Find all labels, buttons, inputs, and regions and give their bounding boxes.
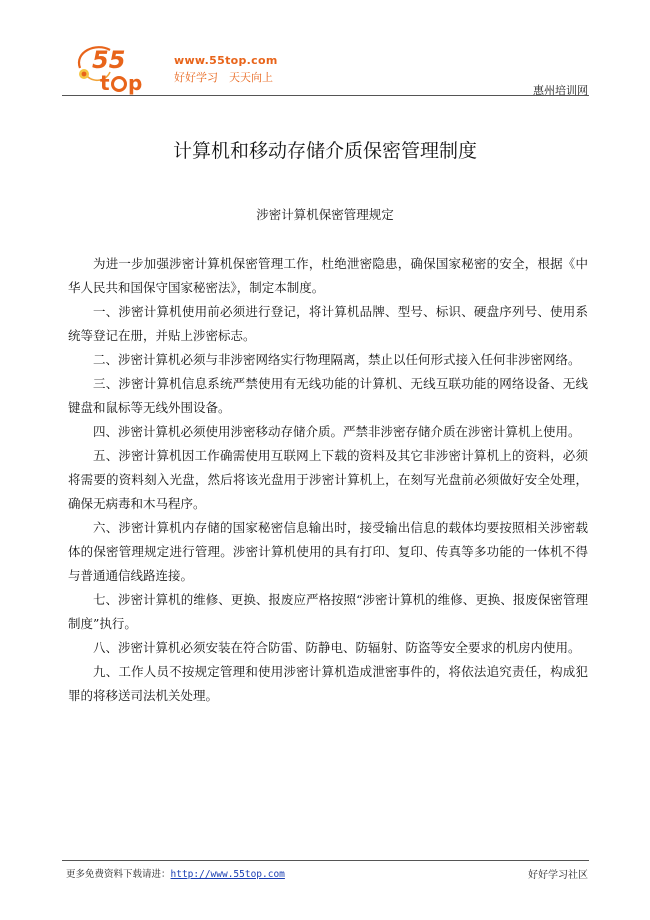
logo-url-text[interactable]: www.55top.com	[174, 54, 278, 67]
page-header	[62, 30, 592, 97]
footer-download-note	[66, 866, 285, 880]
paragraph-item-5: 五、涉密计算机因工作确需使用互联网上下载的资料及其它非涉密计算机上的资料，必须将需要的资料刻入光盘，然后将该光盘用于涉密计算机上，在刻写光盘前必须做好安全处理，确保无病毒和木马程序。	[68, 448, 588, 511]
55top-logo[interactable]	[70, 38, 170, 98]
document-title: 计算机和移动存储介质保密管理制度	[172, 140, 477, 162]
paragraph-item-2: 二、涉密计算机必须与非涉密网络实行物理隔离，禁止以任何形式接入任何非涉密网络。	[93, 352, 581, 367]
footer-community: 好好学习社区	[528, 870, 588, 881]
paragraph-item-1: 一、涉密计算机使用前必须进行登记，将计算机品牌、型号、标识、硬盘序列号、使用系统等登记在册，并贴上涉密标志。	[68, 304, 588, 343]
header-divider	[62, 95, 589, 96]
paragraph-item-6: 六、涉密计算机内存储的国家秘密信息输出时，接受输出信息的载体均要按照相关涉密载体的保密管理规定进行管理。涉密计算机使用的具有打印、复印、传真等多功能的一体机不得与普通通信线路连接。	[68, 520, 588, 583]
paragraph-item-9: 九、工作人员不按规定管理和使用涉密计算机造成泄密事件的，将依法追究责任，构成犯罪的将移送司法机关处理。	[68, 664, 588, 703]
logo-slogan: 好好学习 天天向上	[174, 71, 273, 84]
paragraph-item-7: 七、涉密计算机的维修、更换、报废应严格按照“涉密计算机的维修、更换、报废保密管理制度”执行。	[68, 592, 588, 631]
paragraph-item-8: 八、涉密计算机必须安装在符合防雷、防静电、防辐射、防盗等安全要求的机房内使用。	[93, 640, 581, 655]
footer-divider	[62, 860, 589, 861]
paragraph-item-3: 三、涉密计算机信息系统严禁使用有无线功能的计算机、无线互联功能的网络设备、无线键盘和鼠标等无线外围设备。	[68, 376, 588, 415]
svg-text:t: t	[100, 71, 110, 95]
paragraph-intro: 为进一步加强涉密计算机保密管理工作，杜绝泄密隐患，确保国家秘密的安全，根据《中华人民共和国保守国家秘密法》，制定本制度。	[68, 256, 588, 295]
document-subtitle: 涉密计算机保密管理规定	[256, 207, 394, 222]
footer-link[interactable]: http://www.55top.com	[170, 869, 285, 880]
site-name: 惠州培训网	[533, 84, 588, 97]
paragraph-item-4: 四、涉密计算机必须使用涉密移动存储介质。严禁非涉密存储介质在涉密计算机上使用。	[93, 424, 581, 439]
svg-text:55: 55	[92, 46, 126, 74]
svg-text:p: p	[128, 71, 143, 95]
footer-label: 更多免费资料下载请进：	[66, 869, 171, 880]
document-body	[68, 252, 588, 708]
